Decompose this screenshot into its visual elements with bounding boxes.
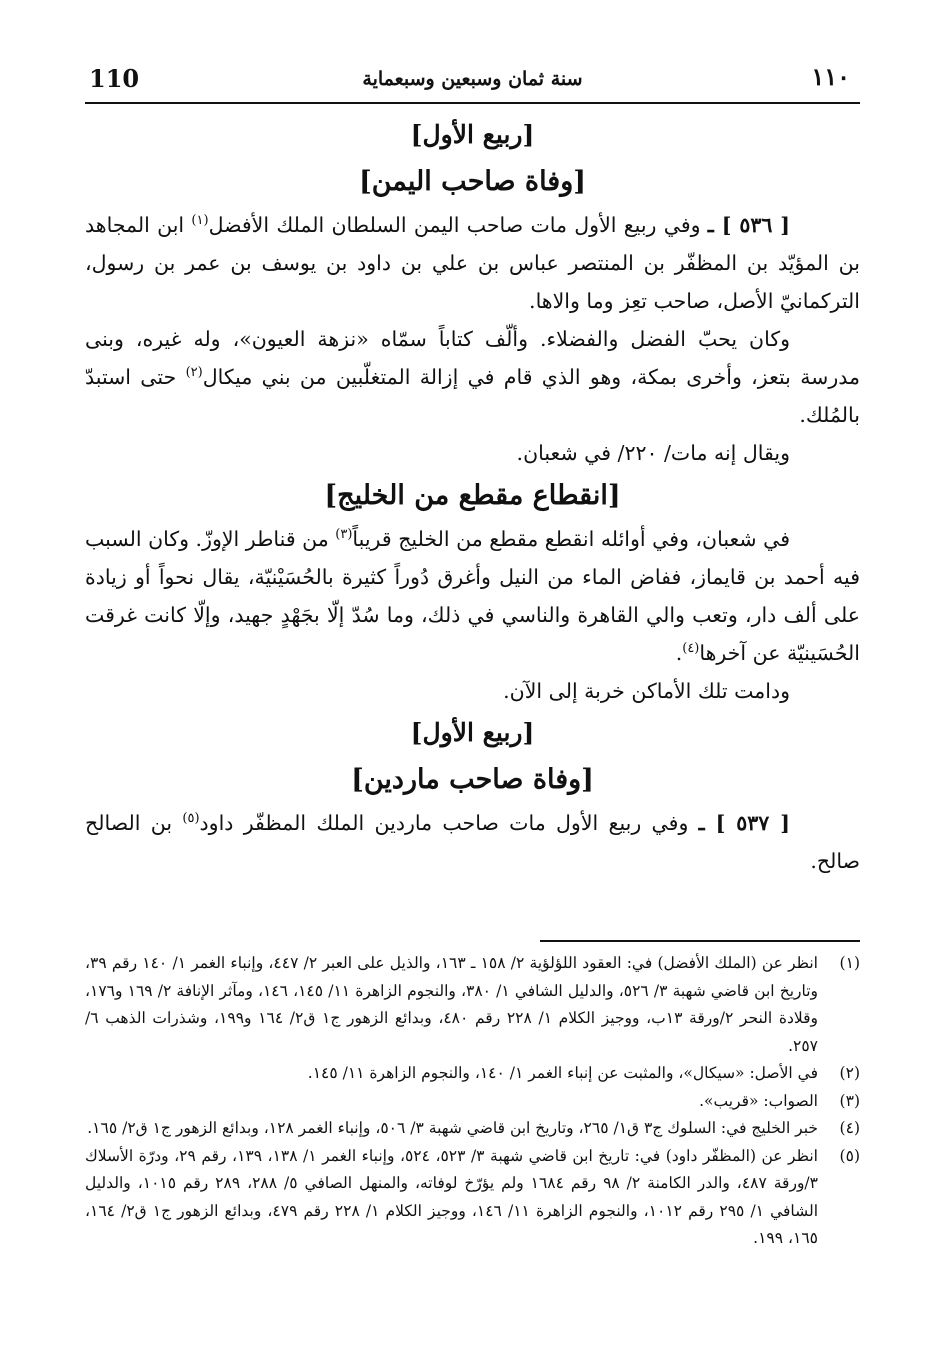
paragraph-text: في شعبان، وفي أوائله انقطع مقطع من الخليج قريباً: [352, 527, 790, 551]
footnote-text: انظر عن (الملك الأفضل) في: العقود اللؤلؤية ٢/ ١٥٨ ـ ١٦٣، والذيل على العبر ٢/ ٤٤٧، وإنباء الغمر ١/ ١٤٠ رقم ٣٩، وتاريخ ابن قاضي شهبة ٣/ ٥٢٦، والدليل الشافي ١/ ٣٨٠، والنجوم الزاهرة ١١/ ١٤٥، ١٤٦، ومآثر الإنافة ٢/ ١٦٩ و١٧٦، وقلادة النحر ٢/ورقة ١٣ب، ووجيز الكلام ١/ ٢٢٨ رقم ٤٨٠، وبدائع الزهور ج١ ق٢/ ١٦٤ و١٩٩، وشذرات الذهب ٦/ ٢٥٧.: [85, 954, 819, 1055]
footnote-ref-5[interactable]: (٥): [182, 811, 200, 827]
entry-text: وفي ربيع الأول مات صاحب ماردين الملك المظفّر داود: [199, 811, 689, 835]
heading-canal-breach: [انقطاع مقطع من الخليج]: [324, 480, 621, 511]
heading-death-yemen-ruler: [وفاة صاحب اليمن]: [358, 166, 587, 197]
footnote-1: [85, 950, 860, 1060]
paragraph-text: .: [675, 641, 683, 665]
entry-text: وفي ربيع الأول مات صاحب اليمن السلطان الملك الأفضل: [208, 213, 701, 237]
footnote-ref-1[interactable]: (١): [191, 213, 209, 229]
paragraph-text: حتى استبدّ بالمُلك.: [85, 365, 860, 427]
heading-rabi-al-awwal: [ربيع الأول]: [410, 120, 535, 149]
entry-number: [ ٥٣٧ ] ـ: [698, 811, 790, 835]
page-header: [85, 60, 860, 100]
running-title: سنة ثمان وسبعين وسبعماية: [362, 68, 583, 90]
heading-rabi-al-awwal-2: [ربيع الأول]: [410, 718, 535, 747]
footnote-rule: [540, 940, 860, 942]
footnote-number: (٤): [839, 1119, 860, 1137]
page-number-arabic: ١١٠: [811, 62, 850, 91]
footnote-number: (٥): [839, 1146, 860, 1165]
footnote-ref-2[interactable]: (٢): [185, 365, 203, 381]
entry-537: [85, 804, 860, 880]
footnotes: [85, 950, 860, 1253]
footnote-ref-4[interactable]: (٤): [682, 641, 700, 657]
footnote-2: [85, 1060, 860, 1088]
paragraph-death-date: ويقال إنه مات/ ٢٢٠/ في شعبان.: [516, 441, 790, 465]
main-text: [85, 112, 860, 880]
footnote-text: الصواب: «قريب».: [699, 1091, 818, 1110]
heading-death-mardin-ruler: [وفاة صاحب ماردين]: [351, 764, 594, 795]
entry-text: ابن المجاهد بن المؤيّد بن المظفّر بن المنتصر عباس بن علي بن داود بن يوسف بن عمر بن رسول، التركمانيّ الأصل، صاحب تعِز وما والاها.: [85, 213, 860, 313]
footnote-number: (١): [839, 954, 860, 972]
footnote-number: (٣): [839, 1091, 860, 1110]
footnote-3: [85, 1088, 860, 1116]
paragraph-ruins: ودامت تلك الأماكن خربة إلى الآن.: [503, 679, 790, 703]
footnote-text: خبر الخليج في: السلوك ج٣ ق١/ ٢٦٥، وتاريخ ابن قاضي شهبة ٣/ ٥٠٦، وإنباء الغمر ١٢٨، وبدائع الزهور ج١ ق٢/ ١٦٥.: [87, 1119, 818, 1137]
header-rule: [85, 102, 860, 104]
footnote-text: في الأصل: «سيكال»، والمثبت عن إنباء الغمر ١/ ١٤٠، والنجوم الزاهرة ١١/ ١٤٥.: [307, 1064, 818, 1082]
entry-536: [85, 206, 860, 320]
page-number-latin: 110: [89, 64, 140, 93]
entry-text: بن الصالح صالح.: [85, 811, 860, 873]
paragraph-text: وكان يحبّ الفضل والفضلاء. وألّف كتاباً سمّاه «نزهة العيون»، وله غيره، وبنى مدرسة بتعز، وأخرى بمكة، وهو الذي قام في إزالة المتغلّبين من بني ميكال: [85, 327, 860, 389]
entry-number: [ ٥٣٦ ] ـ: [707, 213, 790, 237]
paragraph-virtue: [85, 320, 860, 434]
footnote-number: (٢): [839, 1064, 860, 1082]
footnote-text: انظر عن (المظفّر داود) في: تاريخ ابن قاضي شهبة ٣/ ٥٢٣، ٥٢٤، وإنباء الغمر ١/ ١٣٨، ١٣٩، رقم ٢٩، ودرّة الأسلاك ٣/ورقة ٤٨٧، والدر الكامنة ٢/ ٩٨ رقم ١٦٨٤ ولم يؤرّخ لوفاته، والمنهل الصافي ٥/ ٢٨٨، ٢٨٩ رقم ١٠١٥، والدليل الشافي ١/ ٢٩٥ رقم ١٠١٢، والنجوم الزاهرة ١١/ ١٤٦، ووجيز الكلام ١/ ٢٢٨ رقم ٤٧٩، وبدائع الزهور ج١ ق٢/ ١٦٤، ١٦٥، ١٩٩.: [85, 1146, 818, 1247]
paragraph-canal: [85, 520, 860, 672]
footnote-5: [85, 1143, 860, 1253]
footnote-ref-3[interactable]: (٣): [335, 527, 353, 543]
paragraph-text: من قناطر الإوزّ. وكان السبب فيه أحمد بن قايماز، ففاض الماء من النيل وأغرق دُوراً كثيرة بالحُسَيْنيّة، يقال نحواً أو زيادة على ألف دار، وتعب والي القاهرة والناسي في ذلك، وما سُدّ إلّا بجَهْدٍ جهيد، وإلّا كانت غرقت الحُسَينيّة عن آخرها: [85, 527, 860, 665]
footnote-4: [85, 1115, 860, 1143]
